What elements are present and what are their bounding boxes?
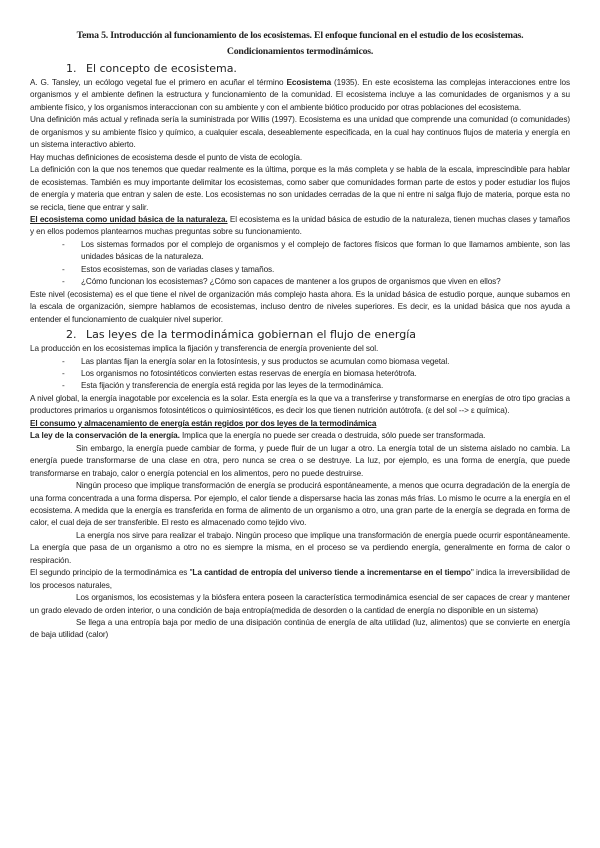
bullet-list-1 xyxy=(30,239,570,289)
section-2-heading xyxy=(66,328,570,342)
bullet-list-2 xyxy=(30,356,570,393)
title-line-1: Tema 5. Introducción al funcionamiento de los ecosistemas. El enfoque funcional en el estudio de los ecosistemas. xyxy=(76,30,524,41)
subheading-thermodynamic-laws: El consumo y almacenamiento de energía están regidos por dos leyes de la termodinámica xyxy=(30,418,377,428)
text-run: Implica que la energía no puede ser creada o destruida, sólo puede ser transformada. xyxy=(179,431,486,441)
paragraph-definitions: Hay muchas definiciones de ecosistema desde el punto de vista de ecología. xyxy=(30,152,303,162)
text-run: El ecosistema es la unidad básica de estudio de la naturaleza, tienen muchas clases y tamaños y en ellos podemos plantearnos muchas preguntas sobre su funcionamiento. xyxy=(30,214,570,237)
list-item: - Esta fijación y transferencia de energía está regida por las leyes de la termodinámica. xyxy=(81,380,570,392)
section-2-number: 2. xyxy=(66,328,77,342)
list-item: - ¿Cómo funcionan los ecosistemas? ¿Cómo son capaces de mantener a los grupos de organismos que viven en ellos? xyxy=(81,276,570,288)
page-title xyxy=(30,28,570,60)
paragraph-basic-unit xyxy=(30,214,570,239)
term-ecosistema: Ecosistema xyxy=(286,78,332,87)
text-run: El segundo principio de la termodinámica es " xyxy=(30,568,193,578)
title-line-2: Condicionamientos termodinámicos. xyxy=(226,46,374,57)
list-item: - Las plantas fijan la energía solar en la fotosíntesis, y sus productos se acumulan como biomasa vegetal. xyxy=(81,356,570,368)
section-1-heading xyxy=(66,62,570,76)
paragraph-organization-level: Este nivel (ecosistema) es el que tiene el nivel de organización más complejo hasta ahora. Es la unidad básica de estudio porque, aunque subamos en la escala de organización, siempre hablamos de ecosistemas, incluso dentro de niveles superiores. Es decir, es la unidad básica que nos ayuda a entender el funcionamiento de cualquier nivel superior. xyxy=(30,289,570,324)
paragraph-second-law xyxy=(30,567,570,592)
list-item: - Estos ecosistemas, son de variadas clases y tamaños. xyxy=(81,264,570,276)
list-item: - Los sistemas formados por el complejo de organismos y el complejo de factores físicos que forman lo que llamamos ambiente, son las unidades básicas de la naturaleza. xyxy=(81,239,570,264)
paragraph-low-entropy: Los organismos, los ecosistemas y la biósfera entera poseen la característica termodinámica esencial de ser capaces de crear y mantener un grado elevado de orden interior, o una condición de baja entropía(medida de desorden o la cantidad de energía no disponible en un sistema) xyxy=(30,593,570,615)
paragraph-work: La energía nos sirve para realizar el trabajo. Ningún proceso que implique una transformación de energía puede ocurrir espontáneamente. La energía que pasa de un organismo a otro no es siempre la misma, en el proceso se va perdiendo energía, generalmente en forma de calor o respiración. xyxy=(30,530,570,565)
subheading-basic-unit: El ecosistema como unidad básica de la naturaleza. xyxy=(30,214,228,224)
text-run: " indica la irreversibilidad de los procesos naturales, xyxy=(30,568,571,590)
paragraph-willis: Una definición más actual y refinada sería la suministrada por Willis (1997). Ecosistema es una unidad que comprende una comunidad (o comunidades) de organismos y su ambiente físico y químico, a cualquier escala, deseablemente especificada, en la cual hay continuos flujos de materia y energía en un sistema interactivo abierto. xyxy=(30,115,570,150)
paragraph-definition-choice: La definición con la que nos tenemos que quedar realmente es la última, porque es la más completa y se habla de la escala, imprescindible para hablar de ecosistemas. También es muy importante delimitar los ecosistemas, como saber que comunidades forman parte de estos y poder estudiar los flujos de energía y materia que entran y salen de este. Los ecosistemas no son unidades cerradas de la que ni entre ni salga flujo de materia, porque esta no se recicla, tiene que entrar y salir. xyxy=(30,165,570,212)
paragraph-conservation-law xyxy=(30,430,570,442)
paragraph-degradation: Ningún proceso que implique transformación de energía se producirá espontáneamente, a menos que ocurra degradación de la energía de una forma concentrada a una forma dispersa. Por ejemplo, el calor tiende a dispersarse hacia las zonas más frías. Lo mismo le ocurre a la energía en el ecosistema. A medida que la energía es transferida en forma de alimento de un organismo a otro, una gran parte de la energía se degrada en forma de calor, el cual deja de ser transferible. El resto es almacenado como tejido vivo. xyxy=(30,481,570,528)
text-run: A. G. Tansley, un ecólogo vegetal fue el primero en acuñar el término xyxy=(30,78,287,87)
section-2-heading-text: Las leyes de la termodinámica gobiernan el flujo de energía xyxy=(86,328,417,342)
section-1-number: 1. xyxy=(66,62,77,75)
text-run: (1935). En este ecosistema las complejas interacciones entre los organismos y el ambiente definen la estructura y funcionamiento de la comunidad. El ecosistema incluye a las comunidades de organismos y a su ambiente físico, y los organismos interaccionan con su ambiente y con el ambiente biótico producido por otras poblaciones del ecosistema. xyxy=(30,78,570,112)
list-item: - Los organismos no fotosintéticos convierten estas reservas de energía en biomasa heterótrofa. xyxy=(81,368,570,380)
paragraph-tansley xyxy=(30,77,570,114)
term-second-law: La cantidad de entropía del universo tiende a incrementarse en el tiempo xyxy=(192,568,471,578)
term-conservation-law: La ley de la conservación de la energía. xyxy=(30,431,180,441)
paragraph-solar-energy: A nivel global, la energía inagotable por excelencia es la solar. Esta energía es la que va a transferirse y transformarse en energías de otro tipo gracias a productores primarios u organismos fotosintéticos o quimiosintéticos, es decir los que tienen nutrición autótrofa. (ε del sol --> ε química). xyxy=(30,393,570,416)
paragraph-production: La producción en los ecosistemas implica la fijación y transferencia de energía proveniente del sol. xyxy=(30,344,379,354)
section-1-heading-text: El concepto de ecosistema. xyxy=(86,62,237,75)
paragraph-dissipation: Se llega a una entropía baja por medio de una disipación continúa de energía de alta utilidad (luz, alimentos) que se convierte en energía de baja utilidad (calor) xyxy=(30,618,570,640)
paragraph-energy-forms: Sin embargo, la energía puede cambiar de forma, y puede fluir de un lugar a otro. La energía total de un sistema aislado no cambia. La energía puede transformarse de una clase en otra, pero nunca se crea o se destruye. La luz, por ejemplo, es una forma de energía, que puede transformarse en trabajo, calor o energía potencial en los alimentos, pero no puede destruirse. xyxy=(30,443,570,478)
